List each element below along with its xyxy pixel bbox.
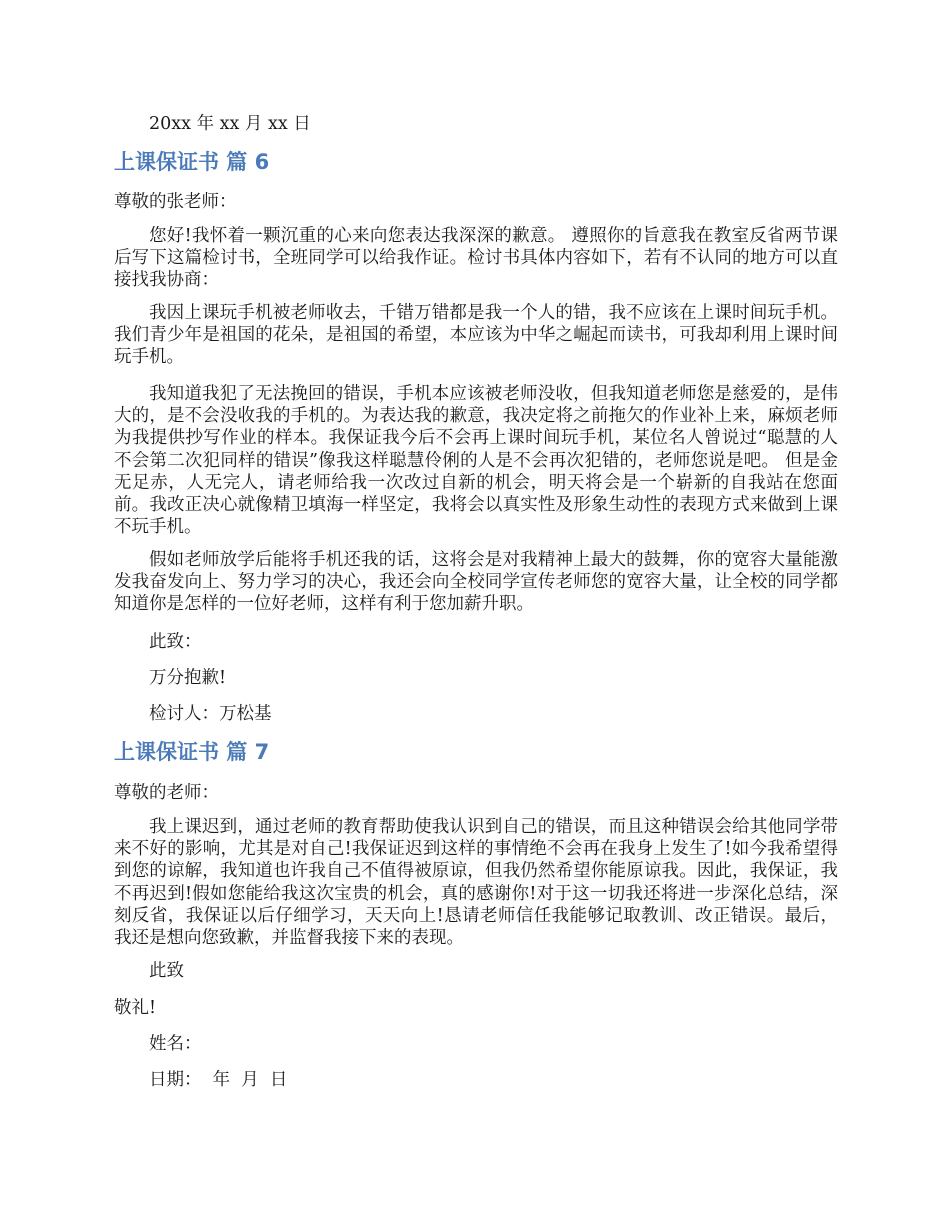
section-6-paragraph-3: 我知道我犯了无法挽回的错误，手机本应该被老师没收，但我知道老师您是慈爱的，是伟大的，是不会没收我的手机的。为表达我的歉意，我决定将之前拖欠的作业补上来，麻烦老师为我提供抄写作业的样本。我保证我今后不会再上课时间玩手机，某位名人曾说过“聪慧的人不会第二次犯同样的错误”像我这样聪慧伶俐的人是不会再次犯错的，老师您说是吧。 但是金无足赤，人无完人，请老师给我一次改过自新的机会，明天将会是一个崭新的自我站在您面前。我改正决心就像精卫填海一样坚定，我将会以真实性及形象生动性的表现方式来做到上课不玩手机。 — [114, 384, 838, 538]
section-6-paragraph-4: 假如老师放学后能将手机还我的话，这将会是对我精神上最大的鼓舞，你的宽容大量能激发我奋发向上、努力学习的决心，我还会向全校同学宣传老师您的宽容大量，让全校的同学都知道你是怎样的一位好老师，这样有利于您加薪升职。 — [114, 550, 838, 615]
section-7-title: 上课保证书 篇 7 — [114, 740, 270, 764]
section-6-salutation: 尊敬的张老师： — [114, 192, 237, 212]
section-6-title: 上课保证书 篇 6 — [114, 150, 270, 174]
section-7-closing-1: 此致 — [149, 961, 184, 981]
section-6-paragraph-2: 我因上课玩手机被老师收去，千错万错都是我一个人的错，我不应该在上课时间玩手机。我们青少年是祖国的花朵，是祖国的希望，本应该为中华之崛起而读书，可我却利用上课时间玩手机。 — [114, 303, 838, 368]
section-6-closing-2: 万分抱歉! — [149, 668, 227, 688]
section-7-name-label: 姓名： — [149, 1034, 202, 1054]
section-7-date-label: 日期： 年 月 日 — [149, 1070, 288, 1090]
section-6-paragraph-1: 您好!我怀着一颗沉重的心来向您表达我深深的歉意。 遵照你的旨意我在教室反省两节课后写下这篇检讨书，全班同学可以给我作证。检讨书具体内容如下，若有不认同的地方可以直接找我协商： — [114, 226, 838, 291]
date-line: 20xx 年 xx 月 xx 日 — [149, 114, 311, 134]
section-7-salutation: 尊敬的老师： — [114, 783, 219, 803]
section-7-closing-2: 敬礼! — [114, 998, 157, 1018]
section-6-closing-1: 此致： — [149, 632, 202, 652]
section-7-paragraph-1: 我上课迟到，通过老师的教育帮助使我认识到自己的错误，而且这种错误会给其他同学带来不好的影响，尤其是对自己!我保证迟到这样的事情绝不会再在我身上发生了!如今我希望得到您的谅解，我知道也许我自己不值得被原谅，但我仍然希望你能原谅我。因此，我保证，我不再迟到!假如您能给我这次宝贵的机会，真的感谢你!对于这一切我还将进一步深化总结，深刻反省，我保证以后仔细学习，天天向上!恳请老师信任我能够记取教训、改正错误。最后，我还是想向您致歉，并监督我接下来的表现。 — [114, 817, 838, 949]
section-6-signature: 检讨人：万松基 — [149, 704, 272, 724]
